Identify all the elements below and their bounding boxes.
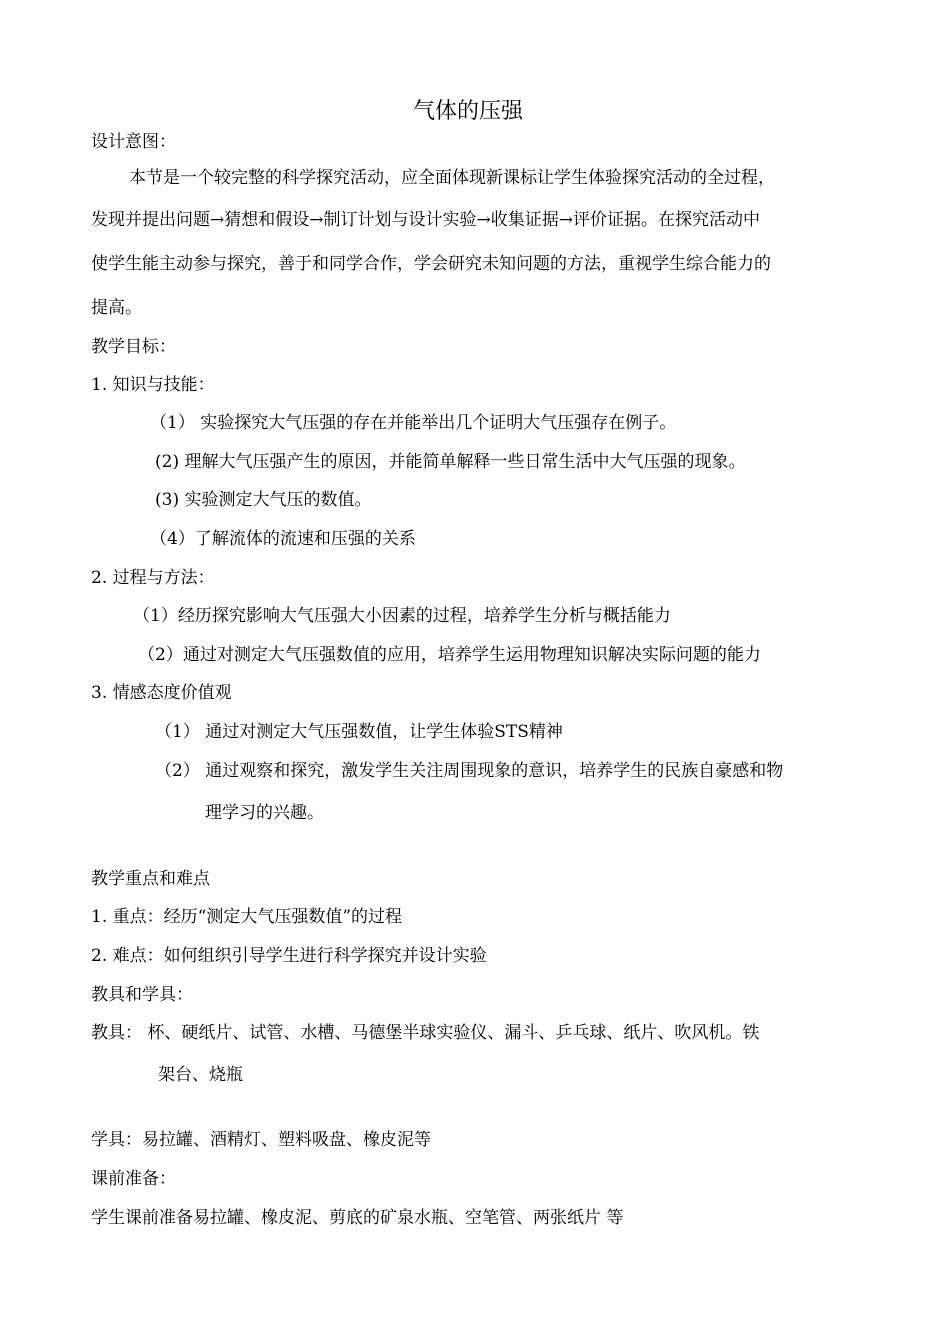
attitude-item: （1） 通过对测定大气压强数值，让学生体验STS精神 [155, 722, 563, 742]
design-intent-line: 本节是一个较完整的科学探究活动，应全面体现新课标让学生体验探究活动的全过程， [129, 168, 775, 188]
process-item: （2）通过对测定大气压强数值的应用，培养学生运用物理知识解决实际问题的能力 [138, 645, 761, 665]
equipment-heading: 教具和学具： [91, 985, 193, 1005]
preparation-heading: 课前准备： [91, 1169, 176, 1189]
design-intent-line: 发现并提出问题→猜想和假设→制订计划与设计实验→收集证据→评价证据。在探究活动中 [91, 210, 760, 230]
knowledge-item: （4）了解流体的流速和压强的关系 [150, 529, 416, 549]
teacher-equipment-continued: 架台、烧瓶 [158, 1065, 243, 1085]
objectives-heading: 教学目标： [91, 337, 176, 357]
teacher-equipment: 教具： 杯、硬纸片、试管、水槽、马德堡半球实验仪、漏斗、乒乓球、纸片、吹风机。铁 [91, 1023, 760, 1043]
process-heading: 2. 过程与方法： [91, 568, 215, 588]
page-title: 气体的压强 [413, 99, 524, 124]
knowledge-item: （1） 实验探究大气压强的存在并能举出几个证明大气压强存在例子。 [150, 413, 677, 433]
design-intent-heading: 设计意图： [91, 132, 176, 152]
preparation-text: 学生课前准备易拉罐、橡皮泥、剪底的矿泉水瓶、空笔管、两张纸片 等 [91, 1208, 624, 1228]
key-point-item: 2. 难点：如何组织引导学生进行科学探究并设计实验 [91, 946, 487, 966]
attitude-heading: 3. 情感态度价值观 [91, 683, 232, 703]
process-item: （1）经历探究影响大气压强大小因素的过程，培养学生分析与概括能力 [133, 606, 671, 626]
knowledge-item: (3) 实验测定大气压的数值。 [155, 490, 372, 510]
knowledge-heading: 1. 知识与技能： [91, 375, 215, 395]
design-intent-line: 使学生能主动参与探究，善于和同学合作，学会研究未知问题的方法，重视学生综合能力的 [91, 254, 771, 274]
key-point-item: 1. 重点：经历“测定大气压强数值”的过程 [91, 907, 403, 927]
student-equipment: 学具：易拉罐、酒精灯、塑料吸盘、橡皮泥等 [91, 1130, 431, 1150]
attitude-item: （2） 通过观察和探究，激发学生关注周围现象的意识，培养学生的民族自豪感和物 [155, 761, 784, 781]
knowledge-item: (2) 理解大气压强产生的原因，并能简单解释一些日常生活中大气压强的现象。 [155, 452, 746, 472]
attitude-item-continued: 理学习的兴趣。 [205, 803, 324, 823]
key-points-heading: 教学重点和难点 [91, 869, 210, 889]
design-intent-line: 提高。 [91, 298, 142, 318]
